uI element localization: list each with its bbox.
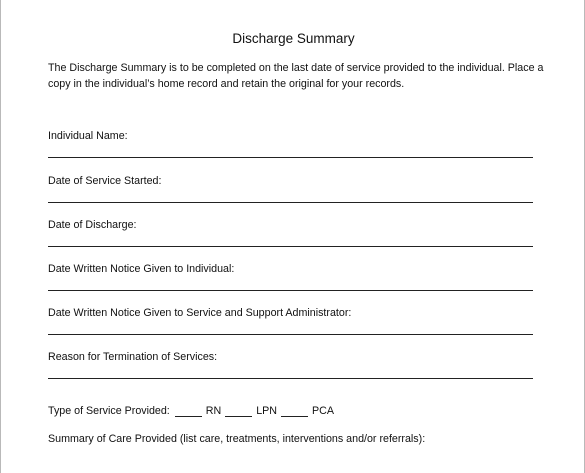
notice-individual-label: Date Written Notice Given to Individual:	[48, 263, 235, 275]
date-of-discharge-line[interactable]	[48, 246, 533, 247]
pca-option: PCA	[312, 405, 334, 417]
date-service-started-label: Date of Service Started:	[48, 175, 162, 187]
lpn-option: LPN	[256, 405, 278, 417]
document-title: Discharge Summary	[232, 31, 355, 46]
notice-administrator-label: Date Written Notice Given to Service and Support Administrator:	[48, 307, 352, 319]
service-type-label: Type of Service Provided:	[48, 405, 170, 417]
intro-line: copy in the individual’s home record and retain the original for your records.	[48, 78, 405, 90]
lpn-blank[interactable]	[225, 407, 252, 417]
pca-blank[interactable]	[281, 407, 308, 417]
reason-termination-line[interactable]	[48, 378, 533, 379]
service-type-row	[48, 405, 334, 418]
notice-administrator-line[interactable]	[48, 334, 533, 335]
date-of-discharge-label: Date of Discharge:	[48, 219, 137, 231]
individual-name-line[interactable]	[48, 157, 533, 158]
intro-paragraph	[48, 60, 568, 92]
rn-blank[interactable]	[175, 407, 202, 417]
rn-option: RN	[205, 405, 222, 417]
date-service-started-line[interactable]	[48, 202, 533, 203]
reason-termination-label: Reason for Termination of Services:	[48, 351, 218, 363]
individual-name-label: Individual Name:	[48, 130, 128, 142]
intro-line: The Discharge Summary is to be completed on the last date of service provided to the individual. Place a	[48, 62, 544, 74]
summary-of-care-label: Summary of Care Provided (list care, treatments, interventions and/or referrals):	[48, 433, 426, 445]
notice-individual-line[interactable]	[48, 290, 533, 291]
